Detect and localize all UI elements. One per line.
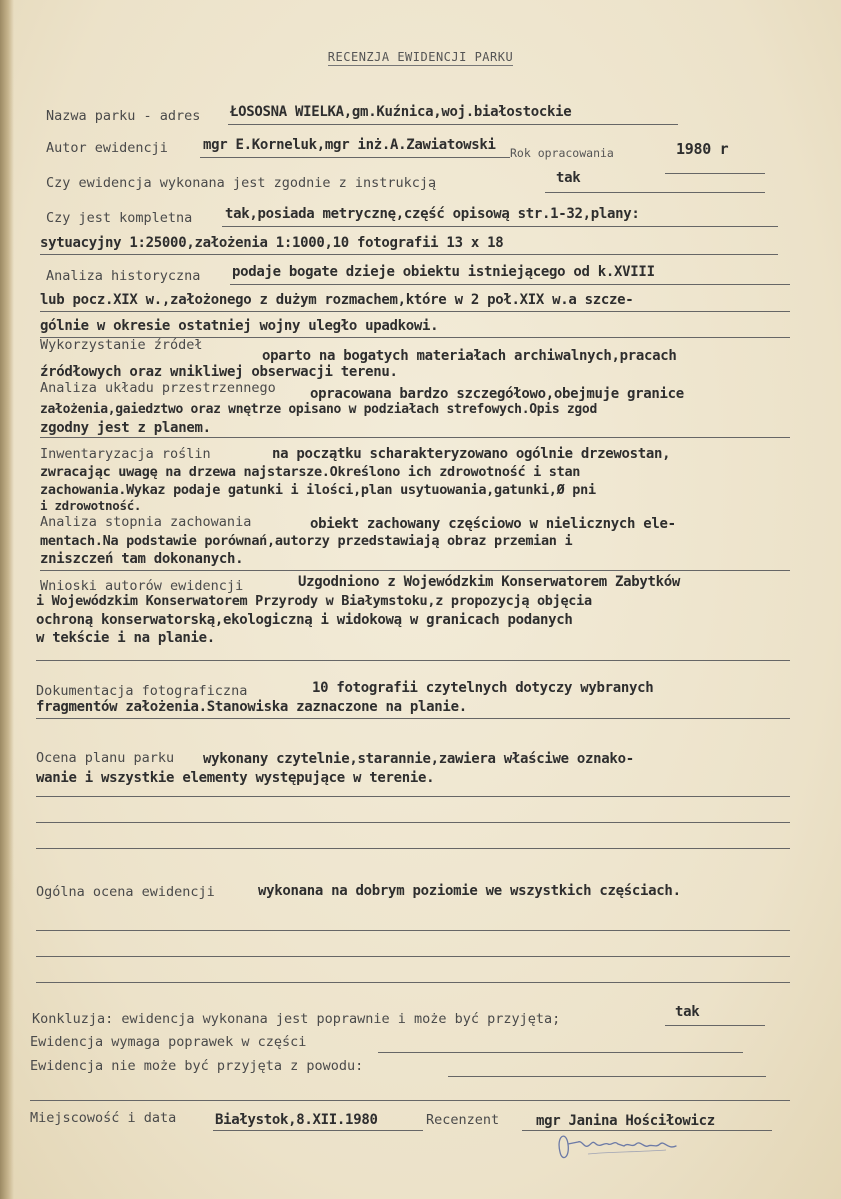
- park-name-value: ŁOSOSNA WIELKA,gm.Kuźnica,woj.białostockie: [230, 104, 572, 120]
- historical-line-3: gólnie w okresie ostatniej wojny uległo upadkowi.: [40, 318, 439, 334]
- completeness-label: Czy jest kompletna: [46, 210, 193, 226]
- reviewer-label: Recenzent: [426, 1112, 500, 1128]
- author-label: Autor ewidencji: [46, 140, 168, 156]
- photo-line-1: 10 fotografii czytelnych dotyczy wybranych: [312, 680, 654, 696]
- rule: [36, 822, 790, 823]
- rule: [36, 930, 790, 931]
- layout-line-3: zgodny jest z planem.: [40, 420, 211, 436]
- plant-inventory-label: Inwentaryzacja roślin: [40, 446, 211, 462]
- binding-edge: [0, 0, 14, 1199]
- preservation-line-2: mentach.Na podstawie porównań,autorzy przedstawiają obraz przemian i: [40, 533, 573, 549]
- rule: [200, 157, 510, 158]
- rule: [222, 226, 778, 227]
- year-label: Rok opracowania: [510, 146, 614, 160]
- corrections-label: Ewidencja wymaga poprawek w części: [30, 1034, 307, 1050]
- rule: [40, 437, 790, 438]
- form-title: RECENZJA EWIDENCJI PARKU: [327, 50, 514, 64]
- rule: [36, 718, 790, 719]
- rule: [545, 192, 765, 193]
- historical-line-2: lub pocz.XIX w.,założonego z dużym rozmachem,które w 2 poł.XIX w.a szcze-: [40, 292, 634, 308]
- plants-line-1: na początku scharakteryzowano ogólnie drzewostan,: [272, 446, 671, 462]
- plants-line-3: zachowania.Wykaz podaje gatunki i ilości,plan usytuowania,gatunki,Ø pni: [40, 482, 596, 498]
- rule: [36, 660, 790, 661]
- preservation-line-3: zniszczeń tam dokonanych.: [40, 551, 244, 567]
- park-name-label: Nazwa parku - adres: [46, 108, 201, 124]
- rule: [228, 124, 678, 125]
- historical-analysis-label: Analiza historyczna: [46, 268, 201, 284]
- plants-line-4: i zdrowotność.: [40, 498, 142, 513]
- rule: [230, 284, 790, 285]
- conclusions-label: Wnioski autorów ewidencji: [40, 578, 244, 594]
- overall-rating-value: wykonana na dobrym poziomie we wszystkich częściach.: [258, 883, 681, 899]
- conclusions-line-3: ochroną konserwatorską,ekologiczną i widokową w granicach podanych: [36, 612, 573, 628]
- sources-line-1: oparto na bogatych materiałach archiwalnych,pracach: [262, 348, 677, 364]
- plan-line-1: wykonany czytelnie,starannie,zawiera właściwe oznako-: [203, 751, 634, 767]
- instruction-compliance-value: tak: [556, 170, 581, 186]
- rule: [665, 173, 765, 174]
- preservation-analysis-label: Analiza stopnia zachowania: [40, 514, 252, 530]
- sources-line-2: źródłowych oraz wnikliwej obserwacji terenu.: [40, 364, 398, 380]
- park-plan-label: Ocena planu parku: [36, 750, 175, 766]
- instruction-compliance-label: Czy ewidencja wykonana jest zgodnie z instrukcją: [46, 175, 437, 191]
- spatial-layout-label: Analiza układu przestrzennego: [40, 380, 276, 396]
- reviewer-signature: [548, 1122, 688, 1166]
- layout-line-1: opracowana bardzo szczegółowo,obejmuje granice: [310, 386, 684, 402]
- rule: [448, 1076, 766, 1077]
- place-date-value: Białystok,8.XII.1980: [215, 1112, 378, 1128]
- preservation-line-1: obiekt zachowany częściowo w nielicznych ele-: [310, 516, 676, 532]
- conclusion-statement-value: tak: [675, 1004, 700, 1020]
- rule: [36, 956, 790, 957]
- photo-documentation-label: Dokumentacja fotograficzna: [36, 683, 248, 699]
- rule: [665, 1025, 765, 1026]
- completeness-line-2: sytuacyjny 1:25000,założenia 1:1000,10 fotografii 13 x 18: [40, 235, 504, 251]
- rule: [40, 254, 778, 255]
- rule: [40, 311, 790, 312]
- rule: [30, 1100, 790, 1101]
- year-value: 1980 r: [676, 140, 729, 158]
- rule: [378, 1052, 743, 1053]
- place-date-label: Miejscowość i data: [30, 1110, 177, 1126]
- plants-line-2: zwracając uwagę na drzewa najstarsze.Określono ich zdrowotność i stan: [40, 464, 581, 480]
- rule: [36, 982, 790, 983]
- conclusions-line-2: i Wojewódzkim Konserwatorem Przyrody w Białymstoku,z propozycją objęcia: [36, 593, 592, 609]
- reviewer-value: mgr Janina Hościłowicz: [536, 1113, 715, 1129]
- layout-line-2: założenia,gaiedztwo oraz wnętrze opisano w podziałach strefowych.Opis zgod: [40, 402, 597, 417]
- author-value: mgr E.Korneluk,mgr inż.A.Zawiatowski: [203, 137, 496, 153]
- historical-line-1: podaje bogate dzieje obiektu istniejącego od k.XVIII: [232, 264, 655, 280]
- photo-line-2: fragmentów założenia.Stanowiska zaznaczone na planie.: [36, 699, 467, 715]
- completeness-line-1: tak,posiada metrycznę,część opisową str.1-32,plany:: [225, 206, 640, 222]
- conclusions-line-1: Uzgodniono z Wojewódzkim Konserwatorem Zabytków: [298, 574, 681, 590]
- conclusions-line-4: w tekście i na planie.: [36, 630, 215, 646]
- rejection-label: Ewidencja nie może być przyjęta z powodu:: [30, 1058, 364, 1074]
- rule: [36, 796, 790, 797]
- plan-line-2: wanie i wszystkie elementy występujące w terenie.: [36, 770, 435, 786]
- rule: [40, 570, 790, 571]
- rule: [36, 848, 790, 849]
- overall-rating-label: Ogólna ocena ewidencji: [36, 884, 215, 900]
- conclusion-statement-label: Konkluzja: ewidencja wykonana jest poprawnie i może być przyjęta;: [32, 1011, 561, 1027]
- rule: [213, 1130, 423, 1131]
- sources-label: Wykorzystanie źródeł: [40, 337, 203, 353]
